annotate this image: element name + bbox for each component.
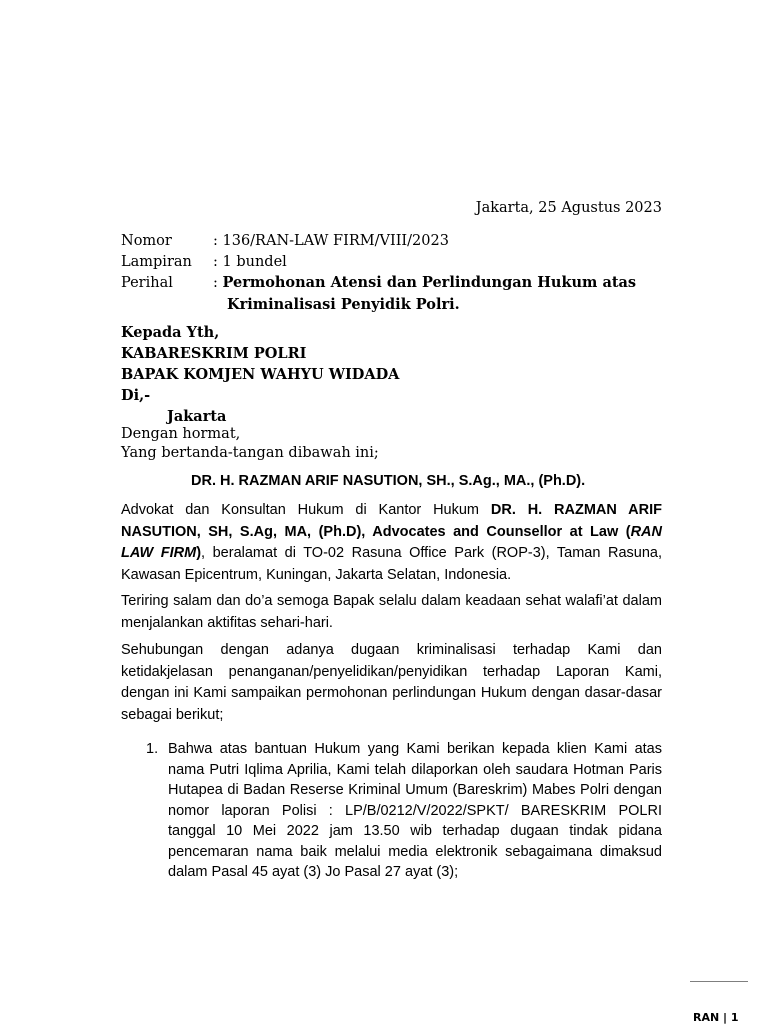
- letter-date: Jakarta, 25 Agustus 2023: [475, 200, 662, 216]
- perihal-colon: :: [213, 275, 223, 291]
- greeting-block: [121, 425, 379, 463]
- lampiran-label: Lampiran: [121, 254, 192, 270]
- list-item-number: 1.: [146, 741, 159, 757]
- addressee-office: KABARESKRIM POLRI: [121, 345, 307, 362]
- advokat-firm-short: RAN LAW FIRM: [121, 523, 662, 561]
- perihal-row: [121, 272, 636, 315]
- perihal-subject-line2: Kriminalisasi Penyidik Polri.: [227, 296, 460, 313]
- advokat-address: , beralamat di TO-02 Rasuna Office Park (ROP-3), Taman Rasuna, Kawasan Epicentrum, Kuningan, Jakarta Selatan, Indonesia.: [121, 545, 662, 583]
- addressee-block: [121, 322, 399, 427]
- lampiran-row: [121, 252, 287, 273]
- nomor-label: Nomor: [121, 233, 172, 249]
- addressee-salutation: Kepada Yth,: [121, 324, 220, 341]
- undersigned-line: Yang bertanda-tangan dibawah ini;: [121, 445, 379, 461]
- perihal-subject-line1: Permohonan Atensi dan Perlindungan Hukum atas: [222, 274, 637, 291]
- perihal-label: Perihal: [121, 275, 173, 291]
- addressee-di: Di,-: [121, 387, 151, 404]
- lampiran-value: : 1 bundel: [213, 254, 287, 270]
- greeting-line: Dengan hormat,: [121, 426, 241, 442]
- advokat-text-1: Advokat dan Konsultan Hukum di Kantor Hukum: [121, 502, 491, 518]
- addressee-name: BAPAK KOMJEN WAHYU WIDADA: [121, 366, 400, 383]
- list-item-text: Bahwa atas bantuan Hukum yang Kami berikan kepada klien Kami atas nama Putri Iqlima Aprilia, Kami telah dilaporkan oleh saudara Hotman Paris Hutapea di Badan Reserse Kriminal Umum (Bareskrim) Mabes Polri dengan nomor laporan Polisi : LP/B/0212/V/2022/SPKT/ BARESKRIM POLRI tanggal 10 Mei 2022 jam 13.50 wib terhadap dugaan tindak pidana pencemaran nama baik melalui media elektronik sebagaimana dimaksud dalam Pasal 45 ayat (3) Jo Pasal 27 ayat (3);: [168, 741, 662, 880]
- signer-name: DR. H. RAZMAN ARIF NASUTION, SH., S.Ag., MA., (Ph.D).: [191, 473, 586, 489]
- paragraph-teriring: Teriring salam dan do’a semoga Bapak selalu dalam keadaan sehat walafi’at dalam menjalankan aktifitas sehari-hari.: [121, 593, 662, 631]
- list-item: [146, 739, 662, 883]
- paragraph-sehubungan: Sehubungan dengan adanya dugaan kriminalisasi terhadap Kami dan ketidakjelasan penanganan/penyelidikan/penyidikan terhadap Laporan Kami, dengan ini Kami sampaikan permohonan perlindungan Hukum dengan dasar-dasar sebagai berikut;: [121, 642, 662, 723]
- nomor-row: [121, 231, 449, 252]
- footer-divider: [690, 981, 748, 982]
- page-footer: RAN | 1: [693, 1011, 739, 1024]
- advokat-firm-close: ): [196, 545, 202, 561]
- paragraph-advokat: [121, 500, 662, 586]
- nomor-value: : 136/RAN-LAW FIRM/VIII/2023: [213, 233, 449, 249]
- advokat-firm-name: DR. H. RAZMAN ARIF NASUTION, SH, S.Ag, MA, (Ph.D), Advocates and Counsellor at Law (: [121, 502, 662, 540]
- addressee-city: Jakarta: [167, 408, 227, 425]
